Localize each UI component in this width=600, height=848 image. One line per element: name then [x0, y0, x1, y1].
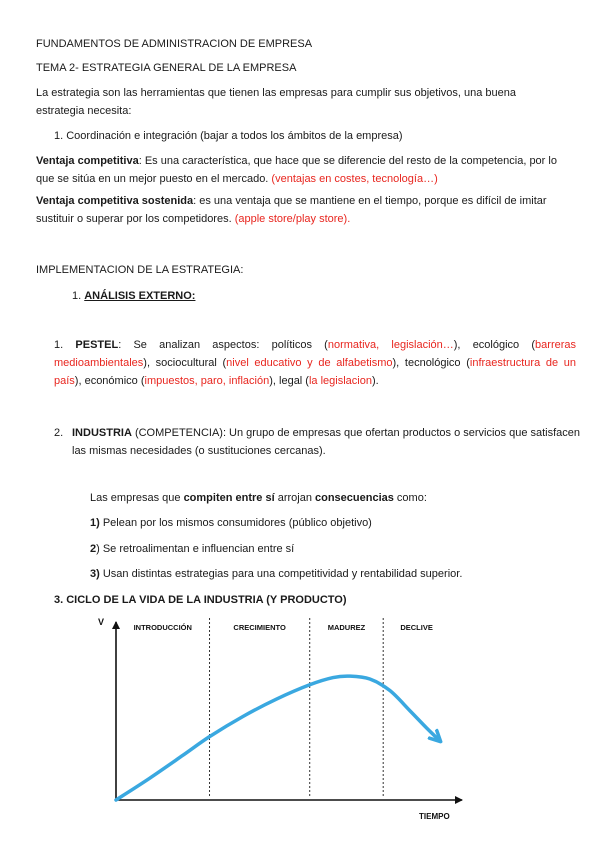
ventaja-text: : Es una característica, que hace que se diferencie del resto de la competencia, por lo que se sitúa en un mejor puesto en el mercado.	[36, 155, 557, 185]
stage-label: MADUREZ	[327, 623, 366, 632]
industria-num: 2.	[54, 427, 64, 439]
list-item-text: Pelean por los mismos consumidores (público objetivo)	[99, 517, 372, 529]
pestel-text: ), ecológico (	[453, 339, 536, 351]
pestel-text: ), sociocultural (	[143, 357, 227, 369]
document-title: FUNDAMENTOS DE ADMINISTRACION DE EMPRESA	[36, 38, 313, 50]
pestel-example-sociocultural: nivel educativo y de alfabetismo	[226, 357, 393, 369]
intro-paragraph: La estrategia son las herramientas que tienen las empresas para cumplir sus objetivos, una buena estrategia necesita:	[36, 87, 516, 117]
external-analysis-num: 1.	[72, 290, 85, 302]
x-axis-label: TIEMPO	[419, 812, 450, 821]
consec-bold: compiten entre sí	[183, 492, 275, 504]
pestel-num: 1.	[54, 339, 64, 351]
sostenida-term: Ventaja competitiva sostenida	[36, 195, 194, 207]
consec-text: arrojan	[274, 492, 315, 504]
list-item	[90, 515, 372, 532]
industria-text: (COMPETENCIA): Un grupo de empresas que ofertan productos o servicios que satisfacen las mismas necesidades (o sustituciones cercanas).	[72, 427, 581, 457]
pestel-term: PESTEL	[75, 339, 119, 351]
pestel-text: ), económico (	[74, 375, 145, 387]
consecuencias-line	[90, 490, 427, 507]
ventaja-paragraph	[36, 152, 566, 188]
pestel-text: : Se analizan aspectos: políticos (	[118, 339, 328, 351]
sostenida-paragraph	[36, 192, 566, 228]
list-item-num: 2	[90, 543, 97, 555]
lifecycle-chart	[92, 608, 470, 830]
consec-text: como:	[393, 492, 427, 504]
list-item-text: ) Se retroalimentan e influencian entre sí	[96, 543, 295, 555]
list-item	[90, 541, 294, 558]
stage-label: DECLIVE	[400, 623, 433, 632]
pestel-text: ).	[371, 375, 379, 387]
pestel-example-legal: la legislacion	[308, 375, 372, 387]
pestel-example-economico: impuestos, paro, inflación	[144, 375, 270, 387]
external-analysis-label: ANÁLISIS EXTERNO:	[84, 290, 196, 302]
ventaja-example: (ventajas en costes, tecnología…)	[271, 173, 438, 185]
external-analysis-heading	[72, 288, 195, 305]
list-item	[90, 566, 462, 583]
pestel-example-politicos: normativa, legislación…	[327, 339, 454, 351]
topic-heading: TEMA 2- ESTRATEGIA GENERAL DE LA EMPRESA	[36, 62, 297, 74]
ventaja-term: Ventaja competitiva	[36, 155, 139, 167]
stage-dividers	[210, 618, 384, 798]
consec-bold: consecuencias	[315, 492, 394, 504]
industria-paragraph	[54, 424, 584, 460]
list-item-num: 3)	[90, 568, 100, 580]
implementation-heading: IMPLEMENTACION DE LA ESTRATEGIA:	[36, 264, 244, 276]
consec-text: Las empresas que	[90, 492, 184, 504]
stage-label: CRECIMIENTO	[233, 623, 286, 632]
pestel-example-ecologico: barreras medioambientales	[54, 339, 577, 369]
lifecycle-curve	[116, 676, 440, 800]
pestel-paragraph	[54, 336, 576, 390]
ciclo-heading: 3. CICLO DE LA VIDA DE LA INDUSTRIA (Y PRODUCTO)	[54, 594, 347, 606]
pestel-example-tecnologico: infraestructura de un país	[54, 357, 576, 387]
stage-labels	[134, 623, 433, 632]
stage-label: INTRODUCCIÓN	[133, 623, 192, 632]
pestel-text: ), tecnológico (	[392, 357, 470, 369]
pestel-text: ), legal (	[269, 375, 309, 387]
list-item-text: Usan distintas estrategias para una competitividad y rentabilidad superior.	[99, 568, 463, 580]
sostenida-example: (apple store/play store).	[234, 213, 351, 225]
y-axis-label: V	[98, 617, 105, 627]
list-item-num: 1)	[90, 517, 100, 529]
need-item: 1. Coordinación e integración (bajar a todos los ámbitos de la empresa)	[54, 130, 403, 142]
industria-term: INDUSTRIA	[72, 427, 132, 439]
sostenida-text: : es una ventaja que se mantiene en el tiempo, porque es difícil de imitar sustituir o superar por los competidores.	[36, 195, 547, 225]
